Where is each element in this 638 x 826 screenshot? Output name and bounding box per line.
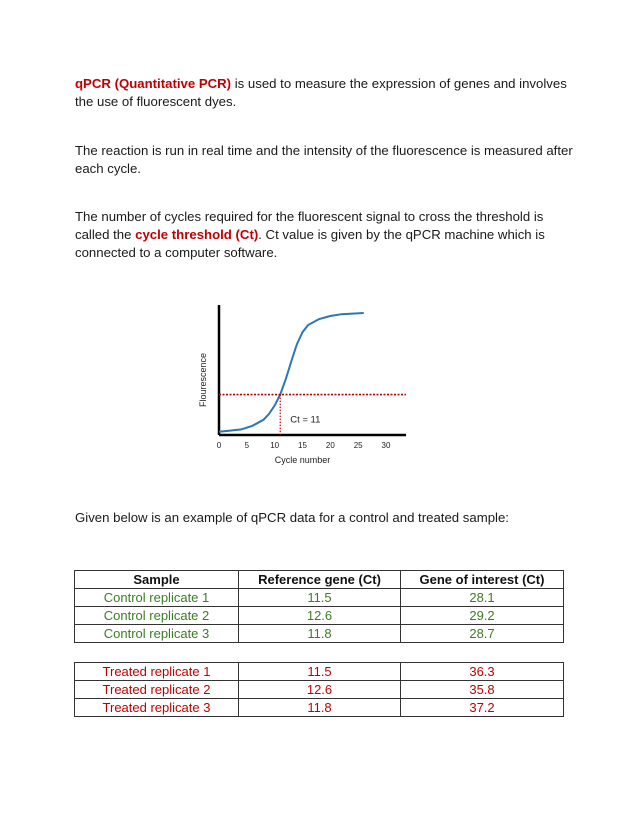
x-tick-label: 10 [270,441,280,450]
table-row [75,625,564,643]
x-tick-label: 15 [298,441,307,450]
term-cycle-threshold: cycle threshold (Ct) [135,227,259,242]
header-sample: Sample [75,571,239,589]
x-tick-label: 5 [244,441,250,450]
paragraph-text: is used to measure the expression of genes and involves the use of fluorescent dyes. [75,76,567,109]
sample-cell: Treated replicate 2 [75,681,239,699]
x-axis-label: Cycle number [274,455,331,465]
reference-ct-cell: 11.5 [239,663,401,681]
paragraph-text: . Ct value is given by the qPCR machine which is connected to a computer software. [75,227,545,260]
table-intro: Given below is an example of qPCR data for a control and treated sample: [75,510,509,525]
paragraph-qpcr-definition [75,75,575,111]
paragraph-cycle-threshold [75,208,575,262]
x-tick-label: 0 [216,441,222,450]
sample-cell: Control replicate 1 [75,589,239,607]
table-row [75,663,564,681]
x-tick-label: 30 [381,441,391,450]
qpcr-amplification-chart [190,295,420,475]
reference-ct-cell: 11.8 [239,699,401,717]
gene-ct-cell: 37.2 [401,699,564,717]
term-qpcr: qPCR (Quantitative PCR) [75,76,232,91]
table-row [75,589,564,607]
gene-ct-cell: 28.1 [401,589,564,607]
sample-cell: Control replicate 3 [75,625,239,643]
gene-ct-cell: 35.8 [401,681,564,699]
gene-ct-cell: 28.7 [401,625,564,643]
x-tick-label: 20 [325,441,335,450]
sample-cell: Control replicate 2 [75,607,239,625]
reference-ct-cell: 11.5 [239,589,401,607]
header-gene-of-interest: Gene of interest (Ct) [401,571,564,589]
ct-annotation: Ct = 11 [290,414,321,426]
reference-ct-cell: 12.6 [239,681,401,699]
paragraph-text: The number of cycles required for the fluorescent signal to cross the threshold is called the [75,209,544,242]
table-row [75,607,564,625]
x-tick-label: 25 [353,441,363,450]
reference-ct-cell: 12.6 [239,607,401,625]
reference-ct-cell: 11.8 [239,625,401,643]
gene-ct-cell: 29.2 [401,607,564,625]
table-row [75,681,564,699]
table-row [75,699,564,717]
table-header-row [75,571,564,589]
y-axis-label: Flourescence [198,352,208,408]
header-reference-gene: Reference gene (Ct) [239,571,401,589]
sample-cell: Treated replicate 3 [75,699,239,717]
paragraph-real-time: The reaction is run in real time and the intensity of the fluorescence is measured after each cycle. [75,143,573,176]
sample-cell: Treated replicate 1 [75,663,239,681]
gene-ct-cell: 36.3 [401,663,564,681]
control-table [74,570,564,643]
treated-table [74,662,564,717]
